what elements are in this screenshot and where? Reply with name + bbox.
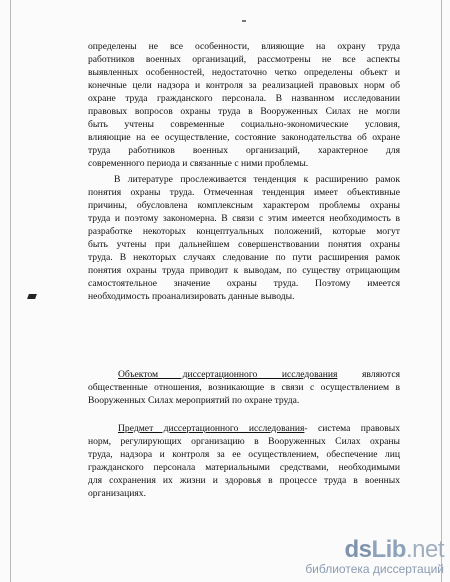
text-line: В литературе прослеживается тенденция к расширению рамок xyxy=(114,174,400,185)
text-line: самостоятельное значение охраны труда. Поэтому имеется xyxy=(88,278,400,289)
text-line: труда и поэтому закономерна. В связи с этим имеется необходимость в xyxy=(88,213,400,224)
text-line: для сохранения их жизни и здоровья в процессе труда в военных xyxy=(88,475,400,486)
text-line: норм, регулирующих организацию в Вооруженных Силах охраны xyxy=(88,436,400,447)
text-line xyxy=(88,422,400,435)
text-line: охране труда гражданского персонала. В названном исследовании xyxy=(88,93,400,104)
logo-lib: Lib xyxy=(371,536,406,563)
text-line: понятия охраны труда. Отмеченная тенденция имеет объективные xyxy=(88,187,400,198)
text-line: современного периода и связанные с ними проблемы. xyxy=(88,158,309,169)
text-line: причины, обусловлена комплексным характером проблемы охраны xyxy=(88,200,400,211)
margin-mark xyxy=(27,294,37,299)
paragraph-2 xyxy=(88,173,400,303)
text-line: труда. В некоторых случаях следование по пути расширения рамок xyxy=(88,252,400,263)
watermark-logo xyxy=(305,538,444,562)
text-line: быть учтены при дальнейшем совершенствовании понятия охраны xyxy=(88,239,400,250)
scan-edge-right xyxy=(441,0,442,582)
text-line: гражданского персонала материальными средствами, необходимыми xyxy=(88,462,400,473)
text-line: труда работников военных организаций, характерное для xyxy=(88,145,400,156)
text-line: влияющие на ее осуществление, состояние законодательства об охране xyxy=(88,132,400,143)
subject-heading: Предмет диссертационного исследования xyxy=(118,423,305,434)
text-line: разработке некоторых концептуальных положений, которые могут xyxy=(88,226,400,237)
paragraph-1 xyxy=(88,40,400,170)
paragraph-object xyxy=(88,368,400,407)
text-line xyxy=(88,368,400,381)
text-line: понятия охраны труда приводит к выводам, по существу отрицающим xyxy=(88,265,400,276)
text-line: Вооруженных Силах мероприятий по охране труда. xyxy=(88,395,300,406)
text-line: быть учтены современные социально-экономические условия, xyxy=(88,119,400,130)
text-line: общественные отношения, возникающие в связи с осуществлением в xyxy=(88,382,400,393)
watermark-subtitle: библиотека диссертаций xyxy=(305,562,444,576)
object-heading: Объектом диссертационного исследования xyxy=(118,369,338,380)
text-line: конечные цели надзора и контроля за реализацией правовых норм об xyxy=(88,80,400,91)
text-line: организациях. xyxy=(88,488,146,499)
text-line: выявленных особенностей, недостаточно четко определены объект и xyxy=(88,67,400,78)
logo-net: .net xyxy=(405,536,444,563)
object-heading-tail: являются xyxy=(361,369,401,380)
paragraph-subject xyxy=(88,422,400,500)
text-line: труда, надзора и контроля за ее осуществлением, обеспечение лиц xyxy=(88,449,400,460)
watermark xyxy=(305,538,444,576)
scan-edge-left xyxy=(10,0,11,582)
text-line: работников военных организаций, рассмотрены не все аспекты xyxy=(88,54,400,65)
text-line: необходимость проанализировать данные выводы. xyxy=(88,291,295,302)
logo-ds: ds xyxy=(344,536,372,563)
subject-heading-tail: - система правовых xyxy=(304,423,400,434)
text-line: правовых вопросов охраны труда в Вооруженных Силах не могли xyxy=(88,106,400,117)
scan-speck xyxy=(242,20,246,22)
text-line: определены не все особенности, влияющие на охрану труда xyxy=(88,41,400,52)
